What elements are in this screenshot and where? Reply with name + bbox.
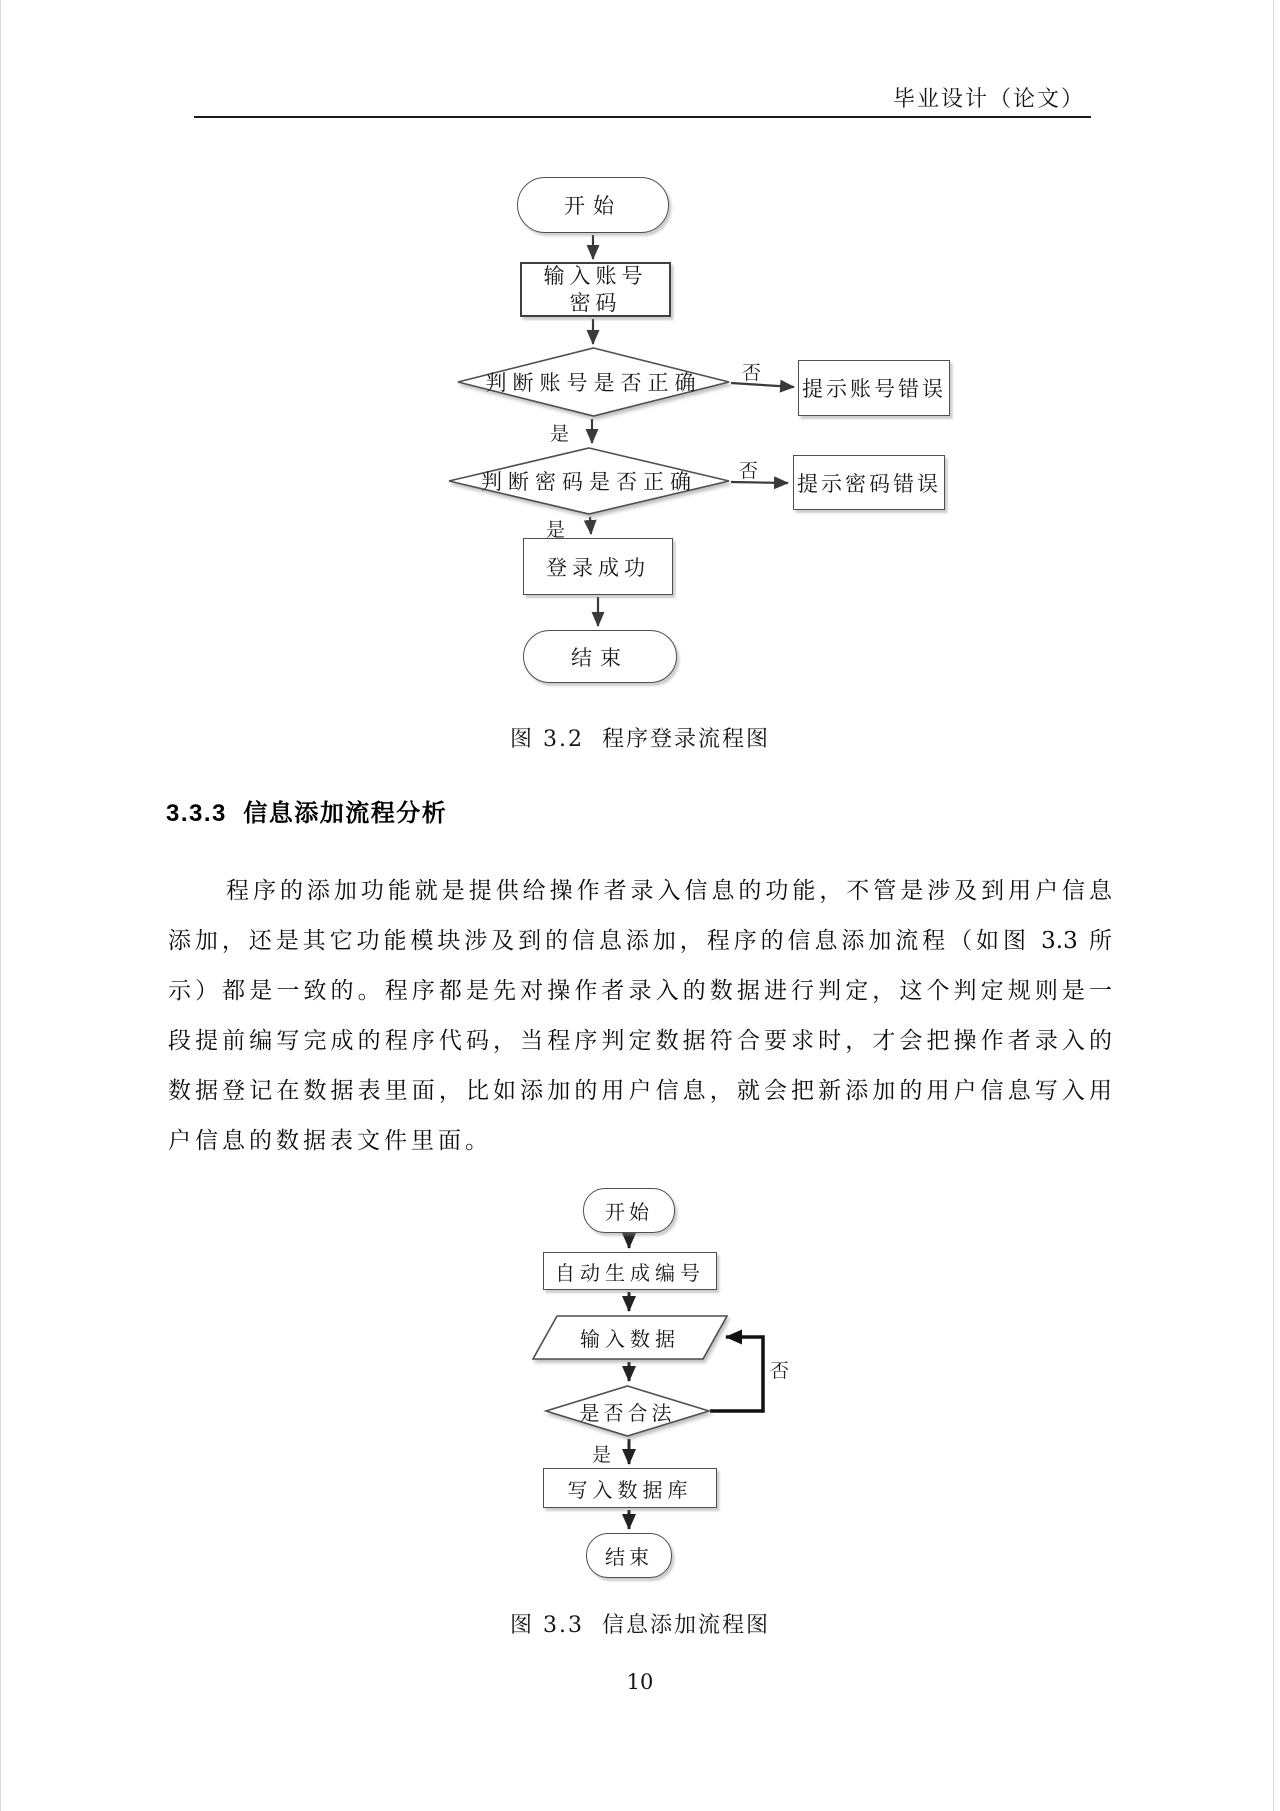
fc2-start-node xyxy=(583,1188,675,1233)
fc1-check-account-label: 判断账号是否正确 xyxy=(485,371,702,395)
fc2-write-database-label: 写入数据库 xyxy=(567,1477,693,1502)
paragraph-line: 程序的添加功能就是提供给操作者录入信息的功能，不管是涉及到用户信息 xyxy=(226,878,1112,904)
page-left-edge xyxy=(0,0,1,1811)
fc2-auto-generate-id-label: 自动生成编号 xyxy=(555,1260,705,1285)
fc1-password-error-label: 提示密码错误 xyxy=(797,471,941,496)
fc2-start-label: 开始 xyxy=(605,1200,653,1224)
fc2-auto-generate-id-node xyxy=(543,1252,717,1290)
fc2-no-label: 否 xyxy=(770,1360,790,1382)
paragraph-line: 户信息的数据表文件里面。 xyxy=(168,1128,492,1154)
fc1-account-error-node xyxy=(798,360,950,416)
fc1-account-no-label: 否 xyxy=(742,362,762,384)
fc1-start-node xyxy=(517,177,669,233)
section-heading: 3.3.3 信息添加流程分析 xyxy=(166,800,448,827)
fc2-check-valid-node xyxy=(545,1385,710,1437)
fc1-check-password-label: 判断密码是否正确 xyxy=(481,470,697,494)
fc1-password-error-node xyxy=(793,455,945,510)
fc1-account-error-label: 提示账号错误 xyxy=(802,377,946,401)
paragraph-line: 数据登记在数据表里面，比如添加的用户信息，就会把新添加的用户信息写入用 xyxy=(168,1078,1112,1104)
fc1-input-account-line2: 密码 xyxy=(569,290,622,315)
figure-3-3-caption: 图 3.3 信息添加流程图 xyxy=(510,1613,770,1638)
body-paragraph xyxy=(168,866,1112,1166)
figure-3-2-caption: 图 3.2 程序登录流程图 xyxy=(510,727,770,752)
fc2-end-label: 结束 xyxy=(605,1545,653,1569)
fc2-write-database-node xyxy=(543,1468,717,1508)
paragraph-line: 段提前编写完成的程序代码，当程序判定数据符合要求时，才会把操作者录入的 xyxy=(168,1028,1112,1054)
fc2-input-data-label: 输入数据 xyxy=(580,1327,680,1351)
fc1-login-success-node xyxy=(523,538,673,595)
fc1-start-label: 开始 xyxy=(564,194,622,218)
paragraph-line: 示）都是一致的。程序都是先对操作者录入的数据进行判定，这个判定规则是一 xyxy=(168,978,1112,1004)
fc1-login-success-label: 登录成功 xyxy=(546,555,650,580)
page-header: 毕业设计（论文） xyxy=(892,87,1085,112)
fc1-end-node xyxy=(523,630,677,683)
page-number: 10 xyxy=(626,1670,654,1694)
paragraph-line: 添加，还是其它功能模块涉及到的信息添加，程序的信息添加流程（如图 3.3 所 xyxy=(168,928,1112,954)
fc2-end-node xyxy=(586,1533,672,1578)
fc2-yes-label: 是 xyxy=(592,1444,612,1466)
fc1-input-account-text xyxy=(544,263,648,317)
fc1-password-no-label: 否 xyxy=(739,460,759,482)
fc1-check-account-node xyxy=(457,347,730,417)
fc1-check-password-node xyxy=(448,447,730,515)
fc1-account-yes-label: 是 xyxy=(550,423,570,445)
fc1-password-yes-label: 是 xyxy=(546,519,566,541)
header-rule xyxy=(194,116,1091,118)
fc1-end-label: 结束 xyxy=(571,645,629,670)
fc2-check-valid-label: 是否合法 xyxy=(579,1400,676,1425)
fc1-input-account-line1: 输入账号 xyxy=(543,263,648,288)
fc1-input-account-node xyxy=(520,262,671,317)
page-right-edge xyxy=(1273,0,1274,1811)
fc2-input-data-node xyxy=(532,1315,728,1360)
